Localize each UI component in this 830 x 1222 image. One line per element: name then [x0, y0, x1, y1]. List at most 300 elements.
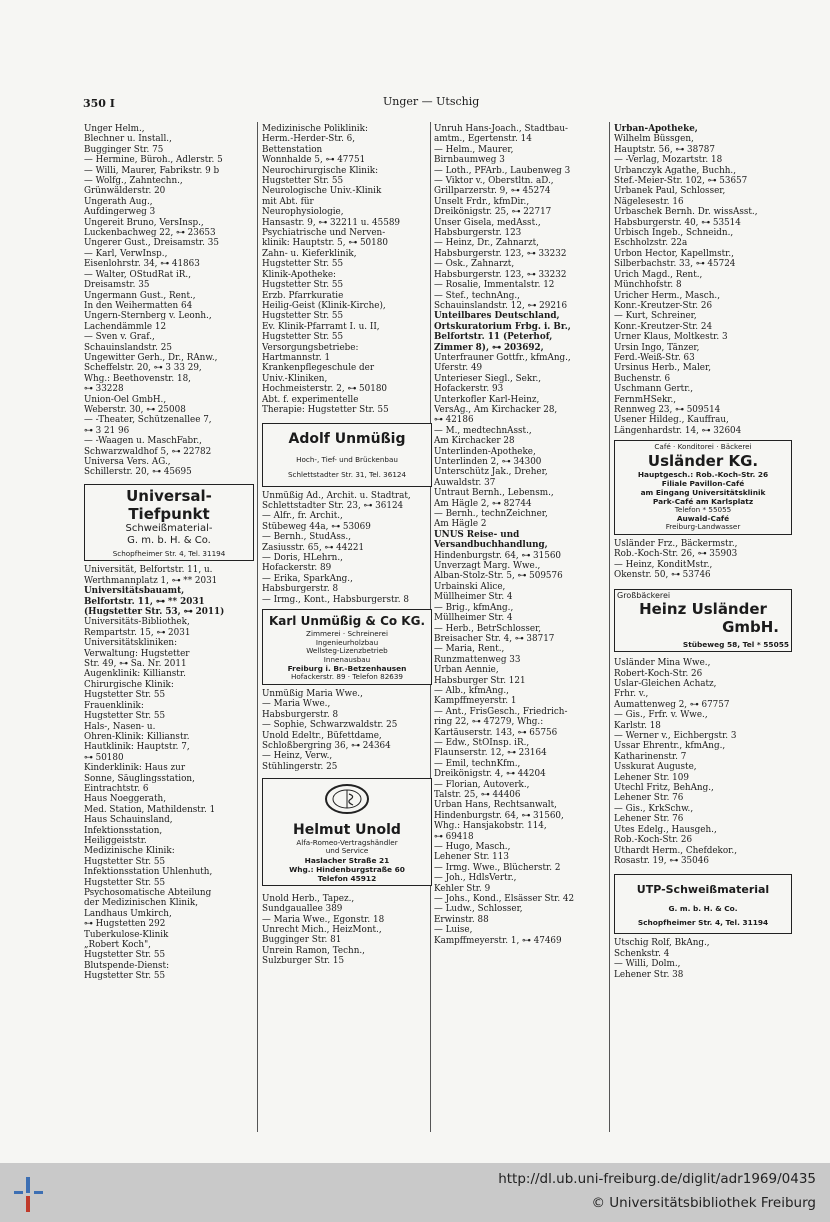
directory-entry-line: Unold Herb., Tapez., — [262, 893, 355, 904]
directory-entry-line: Unmüßig Ad., Archit. u. Stadtrat, — [262, 490, 411, 501]
directory-entry-line: Konr.-Kreutzer-Str. 24 — [614, 321, 713, 332]
directory-entry-line: Univ.-Kliniken, — [262, 373, 328, 384]
ad-line: G. m. b. H. & Co. — [127, 534, 211, 546]
directory-entry-line: Breisacher Str. 4, ⊶ 38717 — [434, 633, 555, 644]
directory-entry-line: Habsburgerstr. 123 — [434, 228, 522, 239]
directory-entry-line: Eschholzstr. 22a — [614, 238, 688, 249]
directory-entry-line: Kampffmeyerstr. 1, ⊶ 47469 — [434, 935, 562, 946]
directory-entry-line: Unmüßig Maria Wwe., — [262, 689, 363, 699]
directory-entry-line: Karlstr. 18 — [614, 720, 661, 731]
directory-entry-line: ring 22, ⊶ 47279, Whg.: — [434, 717, 544, 728]
ad-line: Großbäckerei — [617, 590, 671, 600]
directory-entry-line: Urban Hans, Rechtsanwalt, — [434, 800, 557, 811]
directory-entry-line: Erzb. Pfarrkuratie — [262, 290, 344, 301]
directory-entry-line: Unruh Hans-Joach., Stadtbau- — [434, 124, 569, 134]
directory-entry-line: — Rosalie, Immentalstr. 12 — [434, 280, 555, 291]
directory-entry-line: Habsburgerstr. 123, ⊶ 33232 — [434, 269, 567, 280]
directory-entry-line: Zasiusstr. 65, ⊶ 44221 — [262, 542, 365, 553]
directory-entry-line: Uthardt Herm., Chefdekor., — [614, 845, 737, 856]
directory-entry-line: Schauinslandstr. 25 — [84, 342, 172, 353]
directory-entry-line: Hansastr. 9, ⊶ 32211 u. 45589 — [262, 217, 401, 228]
directory-entry-line: Hindenburgstr. 64, ⊶ 31560 — [434, 550, 562, 561]
copyright-notice: © Universitätsbibliothek Freiburg — [591, 1195, 816, 1211]
directory-entry-line: Dreisamstr. 35 — [84, 280, 150, 291]
directory-entry-line: Talstr. 25, ⊶ 44406 — [434, 790, 521, 800]
ad-heinz-uslaender — [614, 589, 792, 653]
directory-entry-line: Verwaltung: Hugstetter — [84, 648, 190, 659]
directory-entry-line: Hugstetter Str. 55 — [84, 711, 166, 722]
directory-entry-line: — Bernh., technZeichner, — [434, 509, 548, 520]
entry-list — [434, 124, 610, 946]
directory-entry-line: Klinik-Apotheke: — [262, 269, 337, 280]
directory-entry-line: Am Kirchacker 28 — [434, 436, 515, 447]
directory-entry-line: Urbainski Alice, — [434, 581, 506, 592]
directory-entry-line: — -Theater, Schützenallee 7, — [84, 415, 212, 426]
directory-entry-line: Frhr. v., — [614, 689, 649, 700]
directory-entry-line: Lehener Str. 76 — [614, 793, 684, 804]
directory-entry-line: — -Waagen u. MaschFabr., — [84, 436, 202, 447]
directory-entry-line: — Heinz, Dr., Zahnarzt, — [434, 238, 539, 249]
directory-entry-line: Unser Gisela, medAsst., — [434, 217, 541, 228]
directory-entry-line: Wilhelm Büssgen, — [614, 134, 694, 145]
ad-line: Hauptgesch.: Rob.-Koch-Str. 26 — [637, 469, 769, 479]
directory-entry-line: Ussar Ehrentr., kfmAng., — [614, 741, 726, 752]
directory-entry-line: Ortskuratorium Frbg. i. Br., — [434, 321, 571, 332]
directory-entry-line: Psychiatrische und Nerven- — [262, 228, 386, 239]
directory-entry-line: Universa Vers. AG., — [84, 457, 171, 467]
ad-line: Ingenieurholzbau — [315, 637, 379, 647]
directory-entry-line: Runzmattenweg 33 — [434, 654, 521, 665]
ad-address: Stübeweg 58, Tel * 55055 — [682, 640, 789, 650]
ad-title: Adolf Unmüßig — [288, 431, 406, 448]
directory-entry-line: Unverzagt Marg. Wwe., — [434, 561, 541, 572]
ad-title: Usländer KG. — [647, 451, 759, 470]
directory-entry-line: Schloßbergring 36, ⊶ 24364 — [262, 741, 391, 752]
directory-entry-line: Zahn- u. Kieferklinik, — [262, 248, 357, 259]
directory-entry-line: amtm., Egertenstr. 14 — [434, 134, 532, 145]
directory-entry-line: Med. Station, Mathildenstr. 1 — [84, 804, 216, 815]
ad-universal-tiefpunkt — [84, 484, 254, 562]
directory-entry-line: Alban-Stolz-Str. 5, ⊶ 509576 — [434, 571, 563, 582]
entry-list — [262, 124, 432, 415]
directory-entry-line: Ungewitter Gerh., Dr., RAnw., — [84, 352, 218, 363]
directory-entry-line: ⊶ 50180 — [84, 752, 124, 763]
directory-entry-line: Am Hägle 2 — [434, 519, 487, 530]
directory-entry-line: — Helm., Maurer, — [434, 144, 514, 155]
directory-entry-line: Zimmer 8), ⊶ 203692, — [434, 342, 544, 353]
viewer-footer — [0, 1163, 830, 1222]
directory-entry-line: — Hermine, Büroh., Adlerstr. 5 — [84, 155, 223, 166]
directory-entry-line: Neurochirurgische Klinik: — [262, 165, 379, 176]
ad-line: Telefon 45912 — [317, 873, 377, 883]
directory-entry-line: Grünwälderstr. 20 — [84, 186, 166, 197]
directory-entry-line: — Werner v., Eichbergstr. 3 — [614, 731, 737, 742]
directory-entry-line: Bugginger Str. 75 — [84, 144, 164, 155]
directory-entry-line: Hindenburgstr. 64, ⊶ 31560, — [434, 810, 564, 821]
directory-entry-line: Auwaldstr. 37 — [434, 477, 496, 488]
directory-entry-line: — Maria Wwe., Egonstr. 18 — [262, 914, 385, 925]
directory-entry-line: Uricher Herm., Masch., — [614, 290, 720, 301]
ad-address: Schopfheimer Str. 4, Tel. 31194 — [112, 548, 226, 558]
directory-entry-line: — Osk., Zahnarzt, — [434, 259, 515, 270]
directory-entry-line: Buchenstr. 6 — [614, 373, 671, 384]
directory-entry-line: Rosastr. 19, ⊶ 35046 — [614, 855, 709, 866]
directory-entry-line: — Sophie, Schwarzwaldstr. 25 — [262, 720, 398, 731]
directory-entry-line: Schillerstr. 20, ⊶ 45695 — [84, 467, 192, 478]
directory-entry-line: Hauptstr. 56, ⊶ 38787 — [614, 144, 715, 155]
directory-entry-line: — Heinz, KonditMstr., — [614, 559, 713, 570]
directory-entry-line: Aufdingerweg 3 — [84, 207, 156, 218]
ad-address: Schlettstadter Str. 31, Tel. 36124 — [287, 469, 407, 479]
directory-entry-line: Lachendämmle 12 — [84, 321, 167, 332]
directory-entry-line: Eisenlohrstr. 34, ⊶ 41863 — [84, 259, 200, 270]
ad-title: Universal-Tiefpunkt — [126, 486, 212, 523]
ad-karl-unmuessig — [262, 609, 432, 685]
directory-entry-line: Unterlinden 2, ⊶ 34300 — [434, 457, 542, 467]
directory-entry-line: — Florian, Autoverk., — [434, 779, 530, 790]
directory-entry-line: Schwarzwaldhof 5, ⊶ 22782 — [84, 446, 212, 457]
directory-entry-line: Heiliggeiststr. — [84, 835, 147, 846]
directory-entry-line: Unterfrauner Gottfr., kfmAng., — [434, 352, 571, 363]
column-4 — [614, 124, 792, 980]
directory-entry-line: Hugstetter Str. 55 — [84, 856, 166, 867]
directory-entry-line: Hugstetter Str. 55 — [262, 259, 344, 270]
directory-entry-line: Union-Oel GmbH., — [84, 394, 167, 405]
directory-entry-line: Habsburgerstr. 8 — [262, 709, 339, 720]
ad-title: Karl Unmüßig & Co KG. — [268, 614, 426, 629]
directory-entry-line: Versorgungsbetriebe: — [262, 342, 359, 353]
university-logo-icon — [14, 1173, 46, 1213]
directory-entry-line: Hugstetter Str. 55 — [84, 950, 166, 961]
directory-entry-line: — Alb., kfmAng., — [434, 685, 509, 696]
directory-entry-line: — Alfr., fr. Archit., — [262, 511, 343, 522]
directory-entry-line: Habsburgerstr. 40, ⊶ 53514 — [614, 217, 741, 228]
directory-entry-line: Medizinische Klinik: — [84, 846, 175, 857]
directory-entry-line: Urner Klaus, Moltkestr. 3 — [614, 332, 728, 343]
directory-entry-line: — Stef., technAng., — [434, 290, 520, 301]
directory-entry-line: Hugstetter Str. 55 — [84, 971, 166, 982]
entry-list — [614, 124, 792, 436]
directory-entry-line: Aumattenweg 2, ⊶ 67757 — [614, 699, 730, 710]
directory-entry-line: Lehener Str. 109 — [614, 772, 689, 783]
directory-entry-line: Luckenbachweg 22, ⊶ 23653 — [84, 228, 216, 239]
directory-entry-line: — Wolfg., Zahntechn., — [84, 176, 183, 187]
directory-entry-line: Unterkofler Karl-Heinz, — [434, 394, 540, 405]
alfa-romeo-logo-icon — [324, 783, 370, 815]
directory-entry-line: — Joh., HdlsVertr., — [434, 873, 517, 884]
ad-line: Innenausbau — [323, 654, 371, 664]
directory-entry-line: Flaunserstr. 12, ⊶ 23164 — [434, 748, 547, 759]
directory-entry-line: Whg.: Beethovenstr. 18, — [84, 373, 191, 384]
column-2 — [262, 124, 432, 967]
directory-entry-line: Schauinslandstr. 12, ⊶ 29216 — [434, 300, 568, 311]
directory-entry-line: Ursinus Herb., Maler, — [614, 363, 711, 374]
entry-list — [262, 491, 432, 605]
directory-entry-line: Landhaus Umkirch, — [84, 908, 172, 919]
column-1 — [84, 124, 254, 982]
directory-entry-line: Uferstr. 49 — [434, 363, 483, 374]
directory-entry-line: — Maria, Rent., — [434, 644, 505, 655]
directory-entry-line: ⊶ Hugstetten 292 — [84, 919, 166, 930]
directory-entry-line: — Doris, HLehrn., — [262, 553, 343, 563]
directory-entry-line: „Robert Koch", — [84, 940, 151, 951]
directory-entry-line: Urbanek Paul, Schlosser, — [614, 186, 726, 197]
directory-entry-line: — Edw., StOInsp. iR., — [434, 737, 530, 748]
directory-entry-line: Hugstetter Str. 55 — [262, 280, 344, 291]
directory-entry-line: Medizinische Poliklinik: — [262, 124, 368, 134]
directory-entry-line: Ungereit Bruno, VersInsp., — [84, 217, 204, 228]
directory-entry-line: — Gis., KrkSchw., — [614, 803, 694, 814]
directory-entry-line: — Loth., PFArb., Laubenweg 3 — [434, 165, 571, 176]
directory-entry-line: Urbanczyk Agathe, Buchh., — [614, 165, 737, 176]
permalink-url[interactable]: http://dl.ub.uni-freiburg.de/diglit/adr1969/0435 — [498, 1171, 816, 1187]
directory-entry-line: mit Abt. für — [262, 196, 314, 207]
directory-entry-line: Am Hägle 2, ⊶ 82744 — [434, 498, 532, 509]
directory-entry-line: ⊶ 3 21 96 — [84, 425, 130, 436]
directory-entry-line: — Johs., Kond., Elsässer Str. 42 — [434, 894, 575, 905]
directory-entry-line: Habsburger Str. 121 — [434, 675, 526, 686]
ad-line: Hofackerstr. 89 · Telefon 82639 — [290, 672, 404, 682]
directory-entry-line: Kampffmeyerstr. 1 — [434, 696, 517, 707]
directory-entry-line: VersAg., Am Kirchacker 28, — [434, 404, 558, 415]
directory-entry-line: Hartmannstr. 1 — [262, 352, 331, 363]
directory-entry-line: UNUS Reise- und — [434, 529, 520, 540]
directory-entry-line: Müllheimer Str. 4 — [434, 613, 513, 624]
directory-entry-line: Hugstetter Str. 55 — [262, 311, 344, 322]
directory-entry-line: Hugstetter Str. 55 — [84, 690, 166, 701]
directory-entry-line: — Gis., Frfr. v. Wwe., — [614, 710, 708, 721]
directory-entry-line: Urbon Hector, Kapellmstr., — [614, 248, 734, 259]
directory-entry-line: Ev. Klinik-Pfarramt I. u. II, — [262, 321, 380, 332]
column-rule — [257, 122, 258, 1132]
directory-entry-line: Ungerath Aug., — [84, 196, 153, 207]
directory-entry-line: Unold Edeltr., Büfettdame, — [262, 730, 382, 741]
directory-entry-line: — Willi, Maurer, Fabrikstr. 9 b — [84, 165, 220, 176]
running-title: Unger — Utschig — [383, 95, 480, 108]
directory-entry-line: — Heinz, Verw., — [262, 751, 333, 762]
directory-entry-line: Frauenklinik: — [84, 700, 144, 711]
ad-line: Telefon * 55055 — [674, 504, 732, 514]
directory-entry-line: Blechner u. Install., — [84, 134, 172, 145]
ad-title-2: GmbH. — [722, 618, 779, 637]
directory-entry-line: — Brig., kfmAng., — [434, 602, 514, 613]
directory-entry-line: Unselt Frdr., kfmDir., — [434, 196, 530, 207]
directory-entry-line: Utes Edelg., Hausgeh., — [614, 824, 717, 835]
entry-list — [84, 124, 254, 478]
directory-entry-line: Therapie: Hugstetter Str. 55 — [262, 404, 389, 415]
directory-entry-line: Unrein Ramon, Techn., — [262, 945, 365, 956]
entry-list — [262, 894, 432, 967]
ad-title: UTP-Schweißmaterial — [636, 883, 770, 897]
ad-line: Alfa-Romeo-Vertragshändler — [296, 837, 398, 847]
ad-address: Schopfheimer Str. 4, Tel. 31194 — [637, 918, 769, 928]
directory-entry-line: (Hugstetter Str. 53, ⊶ 2011) — [84, 607, 225, 618]
directory-entry-line: Werthmannplatz 1, ⊶ ** 2031 — [84, 575, 218, 586]
directory-entry-line: Habsburgerstr. 8 — [262, 584, 339, 595]
entry-list — [614, 658, 792, 866]
directory-entry-line: Konr.-Kreutzer-Str. 26 — [614, 300, 713, 311]
directory-entry-line: Heilig-Geist (Klinik-Kirche), — [262, 300, 386, 311]
ad-line: Café · Konditorei · Bäckerei — [654, 442, 752, 452]
directory-entry-line: Hochmeisterstr. 2, ⊶ 50180 — [262, 384, 388, 395]
directory-entry-line: Unterschütz Jak., Dreher, — [434, 467, 548, 478]
ad-line: Filiale Pavillon-Café — [661, 478, 745, 488]
directory-entry-line: — Ant., FrisGesch., Friedrich- — [434, 706, 568, 717]
directory-entry-line: Utschig Rolf, BkAng., — [614, 938, 710, 949]
directory-entry-line: — Bernh., StudAss., — [262, 532, 352, 543]
directory-entry-line: Krankenpflegeschule der — [262, 363, 375, 374]
directory-entry-line: Hautklinik: Hauptstr. 7, — [84, 742, 190, 753]
entry-list — [614, 539, 792, 581]
directory-entry-line: Infektionsstation Uhlenhuth, — [84, 867, 213, 878]
directory-entry-line: — Maria Wwe., — [262, 699, 331, 710]
directory-entry-line: Lehener Str. 38 — [614, 969, 684, 980]
ad-line: Haslacher Straße 21 — [304, 855, 390, 865]
directory-entry-line: Hugstetter Str. 55 — [84, 877, 166, 888]
ad-line: Auwald-Café — [676, 514, 730, 524]
ad-line: Zimmerei · Schreinerei — [306, 629, 388, 639]
directory-entry-line: — Walter, OStudRat iR., — [84, 269, 192, 280]
directory-entry-line: Sonne, Säuglingsstation, — [84, 773, 195, 784]
directory-entry-line: Sulzburger Str. 15 — [262, 956, 345, 967]
directory-entry-line: — Herb., BetrSchlosser, — [434, 623, 542, 634]
directory-entry-line: Lehener Str. 76 — [614, 814, 684, 825]
directory-entry-line: Haus Noeggerath, — [84, 794, 167, 805]
directory-entry-line: Untraut Bernh., Lebensm., — [434, 488, 554, 499]
directory-entry-line: — Ludw., Schlosser, — [434, 904, 523, 915]
directory-entry-line: Usländer Frz., Bäckermstr., — [614, 538, 738, 549]
directory-entry-line: Urich Magd., Rent., — [614, 269, 703, 280]
directory-entry-line: Ungerer Gust., Dreisamstr. 35 — [84, 238, 219, 249]
directory-entry-line: Unterieser Siegl., Sekr., — [434, 373, 542, 384]
directory-entry-line: Augenklinik: Killianstr. — [84, 669, 186, 680]
directory-entry-line: Usskurat Auguste, — [614, 762, 697, 773]
directory-entry-line: Urbaschek Bernh. Dr. wissAsst., — [614, 207, 758, 218]
directory-entry-line: Psychosomatische Abteilung — [84, 888, 212, 898]
ad-utp — [614, 874, 792, 934]
directory-entry-line: ⊶ 33228 — [84, 384, 124, 395]
ad-adolf-unmuessig — [262, 423, 432, 486]
directory-entry-line: Sundgauallee 389 — [262, 904, 343, 915]
directory-entry-line: Erwinstr. 88 — [434, 914, 489, 925]
directory-entry-line: Kehler Str. 9 — [434, 883, 491, 894]
directory-entry-line: Dreikönigstr. 25, ⊶ 22717 — [434, 207, 552, 218]
directory-entry-line: Ferd.-Weiß-Str. 63 — [614, 352, 695, 363]
directory-entry-line: Scheffelstr. 20, ⊶ 3 33 29, — [84, 363, 202, 374]
directory-entry-line: — Irmg., Kont., Habsburgerstr. 8 — [262, 594, 409, 605]
directory-entry-line: — Erika, SparkAng., — [262, 573, 353, 584]
ad-helmut-unold — [262, 778, 432, 886]
ad-line: und Service — [325, 846, 369, 856]
directory-entry-line: Ungern-Sternberg v. Leonh., — [84, 311, 212, 322]
directory-entry-line: Versandbuchhandlung, — [434, 540, 548, 551]
directory-entry-line: Universitätsbauamt, — [84, 586, 185, 597]
directory-entry-line: Hofackerstr. 89 — [262, 563, 332, 574]
ad-line: G. m. b. H. & Co. — [668, 904, 738, 914]
directory-entry-line: Ungermann Gust., Rent., — [84, 290, 196, 301]
directory-entry-line: Herm.-Herder-Str. 6, — [262, 134, 356, 145]
directory-entry-line: Lehener Str. 113 — [434, 852, 509, 863]
directory-entry-line: Haus Schauinsland, — [84, 815, 173, 826]
directory-entry-line: Urbisch Ingeb., Schneidn., — [614, 228, 734, 239]
directory-entry-line: ⊶ 42186 — [434, 415, 474, 426]
directory-entry-line: Kinderklinik: Haus zur — [84, 763, 186, 774]
entry-list — [614, 938, 792, 980]
directory-entry-line: Müllheimer Str. 4 — [434, 592, 513, 603]
directory-entry-line: Uslar-Gleichen Achatz, — [614, 679, 717, 689]
directory-entry-line: Unrecht Mich., HeizMont., — [262, 925, 382, 936]
ad-line: Freiburg-Landwasser — [665, 522, 741, 532]
directory-entry-line: — Viktor v., Oberstltn. aD., — [434, 176, 554, 187]
directory-entry-line: — M., medtechnAsst., — [434, 425, 532, 436]
directory-entry-line: Neurologische Univ.-Klinik — [262, 186, 382, 197]
directory-entry-line: Hugstetter Str. 55 — [262, 332, 344, 343]
directory-entry-line: Unteilbares Deutschland, — [434, 311, 560, 322]
directory-entry-line: Neurophysiologie, — [262, 207, 344, 218]
ad-uslaender-kg — [614, 440, 792, 535]
directory-entry-line: — Karl, VerwInsp., — [84, 248, 168, 259]
directory-entry-line: Universität, Belfortstr. 11, u. — [84, 565, 213, 576]
directory-entry-line: Usländer Mina Wwe., — [614, 658, 711, 669]
ad-line: Wellsteg-Lizenzbetrieb — [306, 646, 388, 656]
directory-entry-line: Birnbaumweg 3 — [434, 155, 505, 166]
ad-line: Hoch-, Tief- und Brückenbau — [296, 455, 398, 465]
directory-entry-line: Belfortstr. 11, ⊶ ** 2031 — [84, 596, 205, 607]
directory-entry-line: — Luise, — [434, 925, 473, 936]
directory-entry-line: In den Weihermatten 64 — [84, 300, 193, 311]
directory-entry-line: Ursin Ingo, Tänzer, — [614, 342, 700, 353]
directory-entry-line: Utechl Fritz, BehAng., — [614, 783, 714, 794]
ad-line: Park-Café am Karlsplatz — [652, 496, 754, 506]
directory-entry-line: — Willi, Dolm., — [614, 959, 681, 970]
directory-entry-line: Tuberkulose-Klinik — [84, 929, 169, 940]
directory-entry-line: Silberbachstr. 33, ⊶ 45724 — [614, 259, 736, 270]
directory-entry-line: Urban Aennie, — [434, 665, 499, 676]
directory-entry-line: Weberstr. 30, ⊶ 25008 — [84, 404, 186, 415]
directory-entry-line: Rennweg 23, ⊶ 509514 — [614, 404, 721, 415]
directory-entry-line: Stef.-Meier-Str. 102, ⊶ 53657 — [614, 176, 748, 187]
directory-entry-line: Blutspende-Dienst: — [84, 960, 170, 971]
directory-entry-line: Schenkstr. 4 — [614, 948, 670, 959]
directory-entry-line: FernmHSekr., — [614, 394, 677, 405]
directory-entry-line: Längenhardstr. 14, ⊶ 32604 — [614, 425, 742, 436]
directory-entry-line: ⊶ 69418 — [434, 831, 474, 842]
directory-entry-line: Universitätskliniken: — [84, 638, 178, 649]
directory-entry-line: Universitäts-Bibliothek, — [84, 617, 190, 628]
directory-entry-line: Ohren-Klinik: Killianstr. — [84, 731, 190, 742]
directory-entry-line: Wonnhalde 5, ⊶ 47751 — [262, 155, 366, 166]
directory-entry-line: Uschmann Gertr., — [614, 384, 694, 395]
directory-entry-line: Okenstr. 50, ⊶ 53746 — [614, 570, 711, 581]
directory-entry-line: Unterlinden-Apotheke, — [434, 446, 536, 457]
directory-entry-line: Kartäuserstr. 143, ⊶ 65756 — [434, 727, 558, 738]
directory-entry-line: Hals-, Nasen- u. — [84, 721, 156, 732]
directory-entry-line: Bugginger Str. 81 — [262, 935, 342, 946]
ad-line: Schweißmaterial- — [125, 522, 213, 534]
column-3 — [434, 124, 610, 946]
directory-entry-line: Nägelesestr. 16 — [614, 196, 684, 207]
directory-entry-line: Hofackerstr. 93 — [434, 384, 504, 395]
directory-entry-line: der Medizinischen Klinik, — [84, 898, 199, 909]
directory-entry-line: Dreikönigstr. 4, ⊶ 44204 — [434, 769, 546, 780]
directory-entry-line: Schlettstadter Str. 23, ⊶ 36124 — [262, 500, 404, 511]
directory-entry-line: Bettenstation — [262, 144, 323, 155]
directory-entry-line: Stübeweg 44a, ⊶ 53069 — [262, 521, 371, 532]
entry-list — [262, 689, 432, 772]
directory-entry-line: Str. 49, ⊶ Sa. Nr. 2011 — [84, 659, 187, 670]
ad-line: Whg.: Hindenburgstraße 60 — [289, 864, 405, 874]
entry-list — [84, 565, 254, 981]
